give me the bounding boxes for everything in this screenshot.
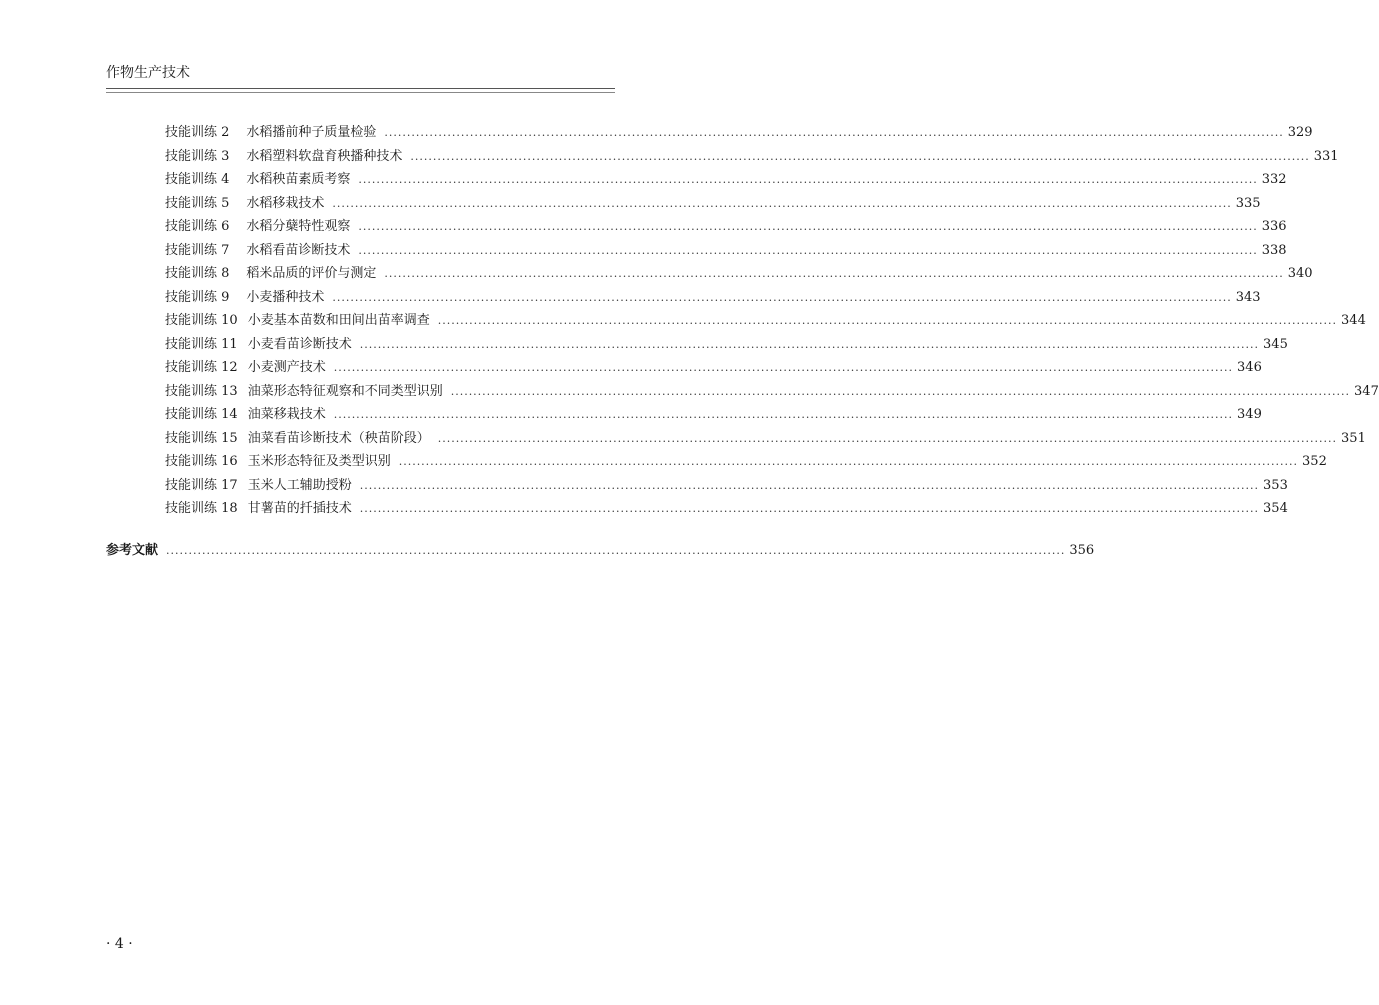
toc-entry-title: 水稻分蘖特性观察: [246, 219, 351, 234]
header-rule-secondary: [106, 92, 615, 93]
toc-entry[interactable]: [165, 380, 1379, 404]
toc-leader: ........................................................................................................................................................................................................: [437, 431, 1338, 445]
toc-entry-page: 347: [1354, 383, 1379, 399]
toc-leader: ........................................................................................................................................................................................................: [437, 314, 1338, 327]
toc-entry-label: 技能训练 2: [165, 125, 230, 140]
toc-entry-title: 小麦测产技术: [247, 360, 326, 375]
toc-entry-page: 346: [1237, 360, 1262, 375]
toc-leader: ........................................................................................................................................................................................................: [332, 290, 1232, 304]
toc-entry-page: 352: [1302, 454, 1327, 469]
toc-entry-label: 技能训练 3: [165, 148, 230, 164]
toc-entry-page: 340: [1287, 266, 1313, 281]
toc-entry-label: 技能训练 16: [165, 454, 238, 469]
toc-leader: ........................................................................................................................................................................................................: [359, 478, 1260, 492]
toc-entry-title: 水稻秧苗素质考察: [246, 172, 351, 187]
toc-leader: ........................................................................................................................................................................................................: [333, 361, 1234, 374]
toc-entry[interactable]: [165, 121, 1313, 145]
toc-entry-page: 344: [1341, 313, 1366, 328]
toc-entry-title: 水稻塑料软盘育秧播种技术: [246, 148, 403, 164]
toc-entry-title: 油菜看苗诊断技术（秧苗阶段）: [247, 430, 430, 446]
toc-entry[interactable]: [165, 356, 1262, 380]
toc-entry-title: 玉米形态特征及类型识别: [247, 454, 391, 469]
toc-leader: ........................................................................................................................................................................................................: [398, 455, 1299, 468]
toc-entry-title: 稻米品质的评价与测定: [246, 266, 377, 281]
toc-entry[interactable]: [165, 427, 1366, 451]
toc-entry-label: 技能训练 12: [165, 360, 238, 375]
toc-entry-title: 小麦看苗诊断技术: [247, 336, 352, 352]
toc-leader: ........................................................................................................................................................................................................: [450, 384, 1351, 398]
toc-entry-title: 玉米人工辅助授粉: [247, 477, 352, 493]
toc-entry[interactable]: [165, 262, 1313, 286]
toc-entry[interactable]: [165, 239, 1287, 263]
toc-entry[interactable]: [165, 403, 1262, 427]
toc-entry-label: 技能训练 15: [165, 430, 238, 446]
toc-entry-page: 329: [1287, 125, 1313, 140]
toc-leader: ........................................................................................................................................................................................................: [358, 173, 1258, 186]
toc-entry-label: 技能训练 4: [165, 172, 230, 187]
toc-entry-page: 336: [1261, 219, 1287, 234]
toc-entry-page: 343: [1235, 289, 1261, 305]
toc-entry-page: 345: [1263, 336, 1288, 352]
toc-leader: ........................................................................................................................................................................................................: [359, 337, 1260, 351]
toc-leader: ........................................................................................................................................................................................................: [359, 502, 1260, 515]
toc-leader: ........................................................................................................................................................................................................: [384, 126, 1284, 139]
running-header: 作物生产技术: [106, 65, 190, 81]
table-of-contents: [165, 121, 1379, 521]
toc-entry-label: 技能训练 10: [165, 313, 238, 328]
toc-references-title: 参考文献: [106, 543, 159, 558]
toc-entry-label: 技能训练 7: [165, 242, 230, 258]
toc-leader: ........................................................................................................................................................................................................: [384, 267, 1284, 280]
toc-entry-label: 技能训练 5: [165, 195, 230, 211]
toc-entry[interactable]: [165, 309, 1366, 333]
toc-entry-label: 技能训练 8: [165, 266, 230, 281]
toc-entry-title: 油菜移栽技术: [247, 407, 326, 422]
toc-entry-label: 技能训练 14: [165, 407, 238, 422]
toc-entry-page: 351: [1341, 430, 1366, 446]
toc-entry-page: 331: [1313, 148, 1339, 164]
toc-entry-title: 甘薯苗的扦插技术: [247, 501, 352, 516]
toc-references-entry[interactable]: [106, 539, 1095, 558]
toc-entry[interactable]: [165, 474, 1288, 498]
toc-entry-label: 技能训练 18: [165, 501, 238, 516]
toc-entry-page: 335: [1235, 195, 1261, 211]
toc-entry-title: 小麦播种技术: [246, 289, 325, 305]
toc-entry-title: 小麦基本苗数和田间出苗率调查: [247, 313, 430, 328]
header-rule: [106, 88, 615, 89]
toc-entry[interactable]: [165, 215, 1287, 239]
toc-entry-title: 油菜形态特征观察和不同类型识别: [247, 383, 443, 399]
toc-entry[interactable]: [165, 497, 1288, 521]
toc-entry-title: 水稻播前种子质量检验: [246, 125, 377, 140]
toc-leader: ........................................................................................................................................................................................................: [358, 220, 1258, 233]
toc-entry-label: 技能训练 9: [165, 289, 230, 305]
toc-entry-title: 水稻移栽技术: [246, 195, 325, 211]
toc-entry-page: 332: [1261, 172, 1287, 187]
toc-references-page: 356: [1069, 543, 1095, 558]
toc-leader: ........................................................................................................................................................................................................: [166, 544, 1066, 557]
toc-entry[interactable]: [165, 286, 1261, 310]
toc-entry[interactable]: [165, 192, 1261, 216]
toc-entry-page: 349: [1237, 407, 1262, 422]
toc-entry-label: 技能训练 17: [165, 477, 238, 493]
toc-entry-title: 水稻看苗诊断技术: [246, 242, 351, 258]
toc-entry-page: 354: [1263, 501, 1288, 516]
toc-entry[interactable]: [165, 145, 1339, 169]
toc-entry[interactable]: [165, 450, 1327, 474]
toc-entry-label: 技能训练 13: [165, 383, 238, 399]
toc-entry-page: 338: [1261, 242, 1287, 258]
toc-leader: ........................................................................................................................................................................................................: [332, 196, 1232, 210]
toc-leader: ........................................................................................................................................................................................................: [333, 408, 1234, 421]
toc-entry-page: 353: [1263, 477, 1288, 493]
toc-entry[interactable]: [165, 333, 1288, 357]
toc-entry-label: 技能训练 6: [165, 219, 230, 234]
page-number: · 4 ·: [106, 936, 133, 952]
toc-entry-label: 技能训练 11: [165, 336, 238, 352]
toc-entry[interactable]: [165, 168, 1287, 192]
toc-leader: ........................................................................................................................................................................................................: [410, 149, 1310, 163]
toc-leader: ........................................................................................................................................................................................................: [358, 243, 1258, 257]
